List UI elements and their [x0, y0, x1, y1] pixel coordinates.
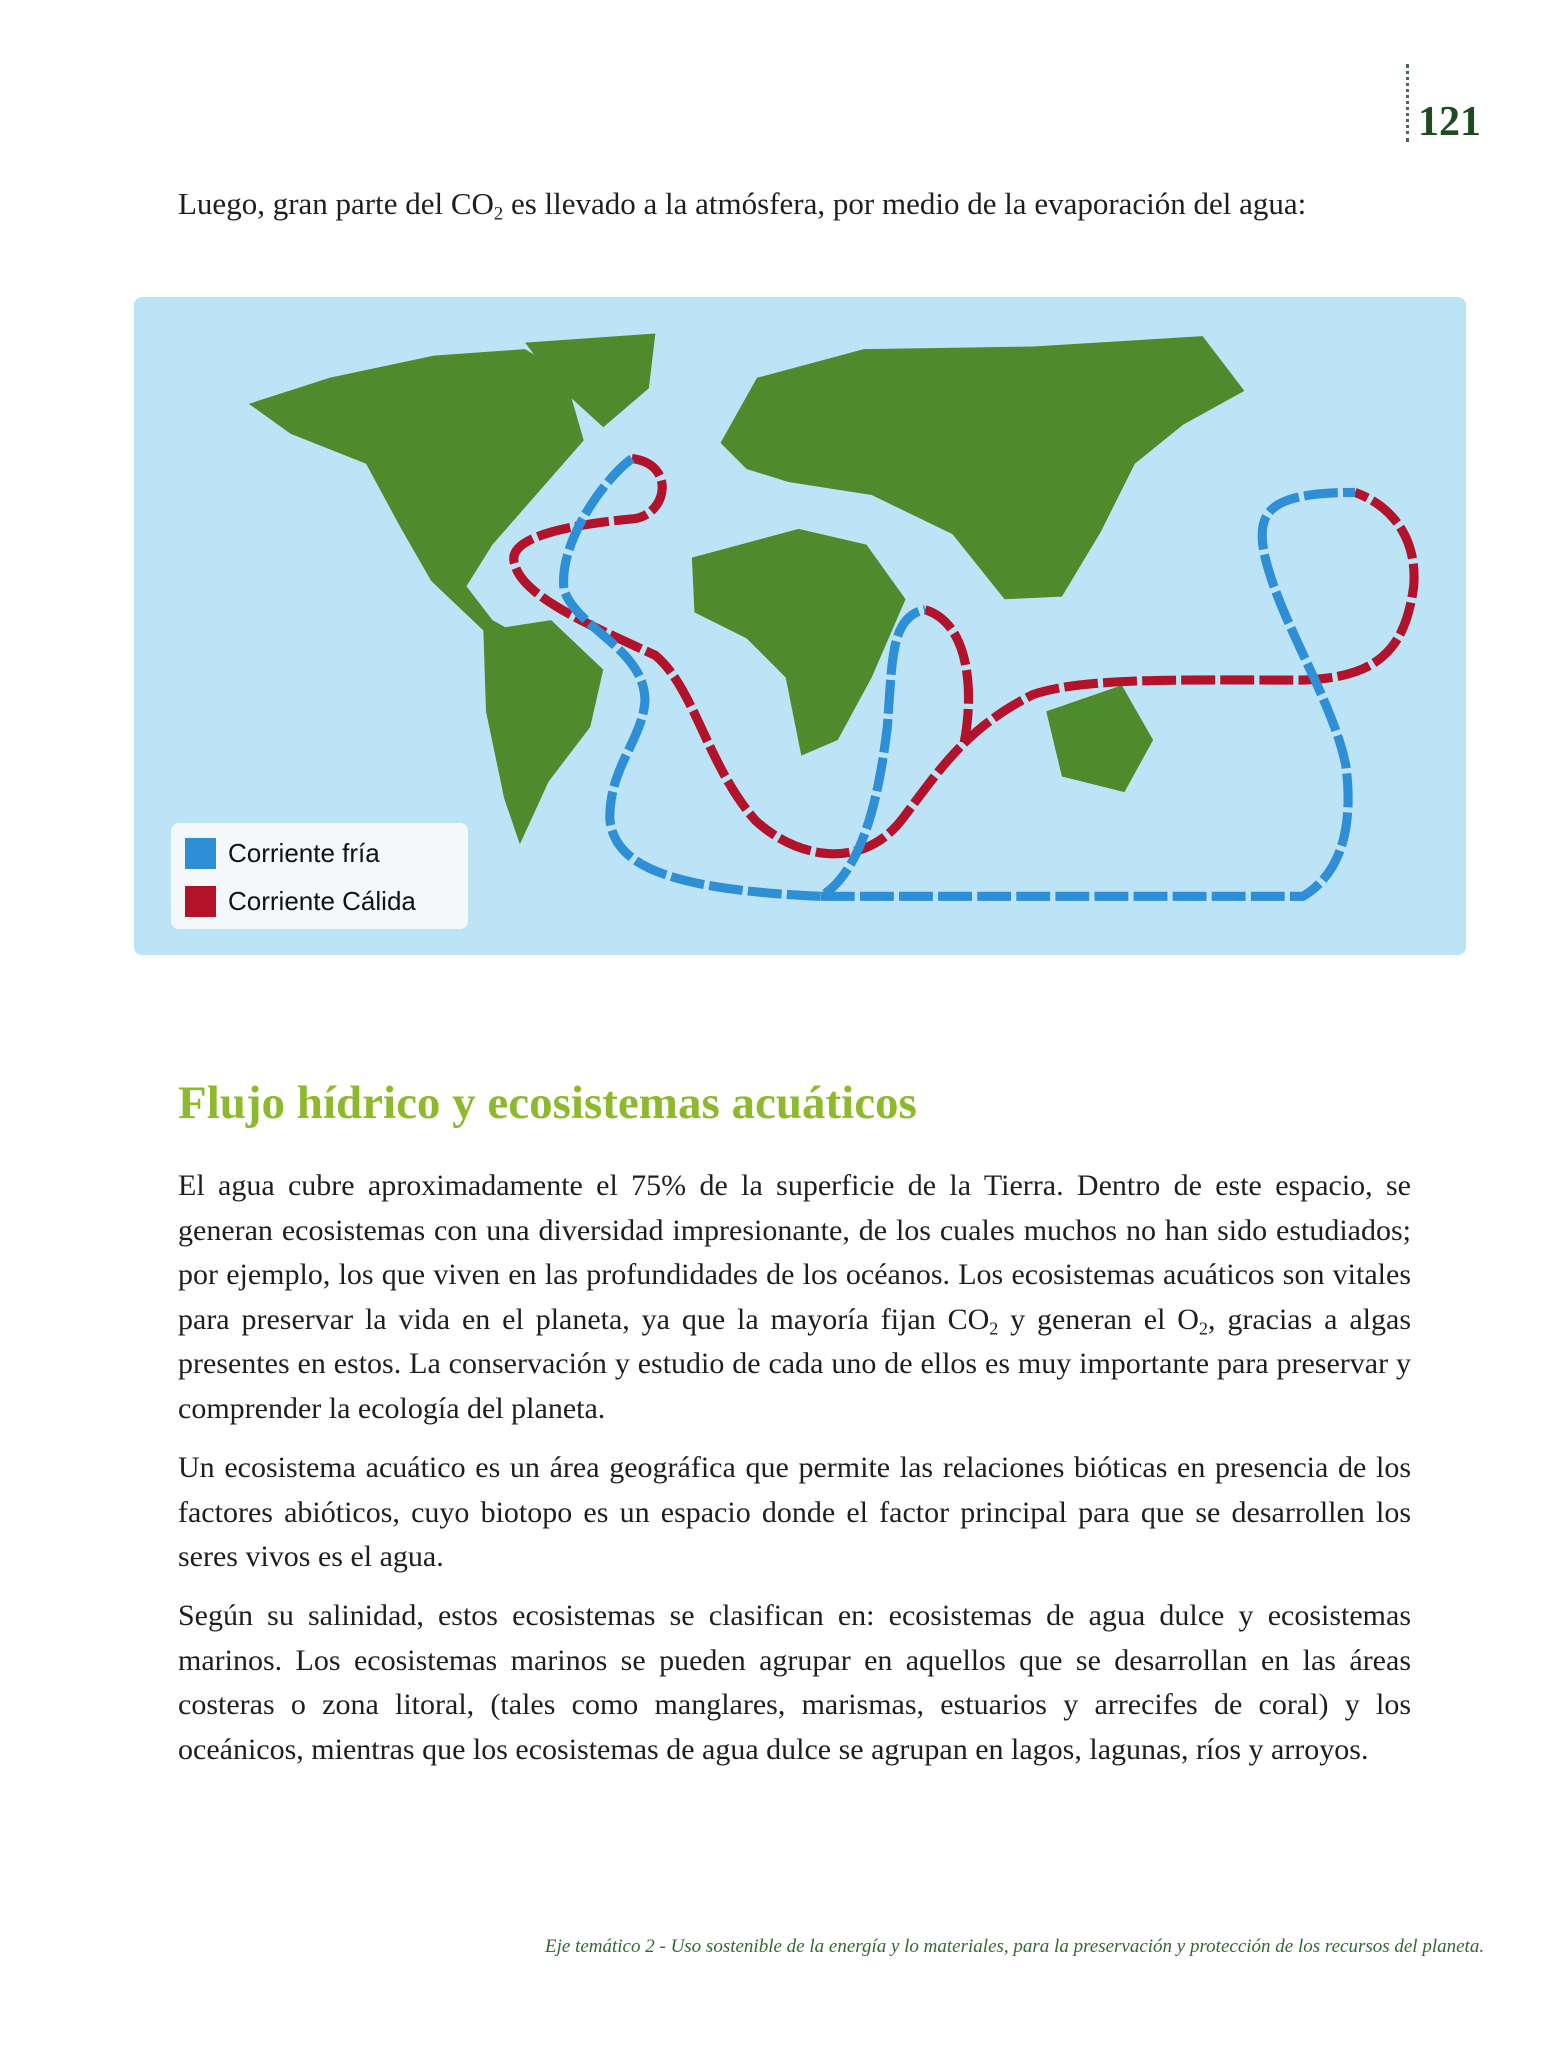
paragraph-1 — [178, 1164, 1411, 1431]
warm-swatch — [185, 886, 216, 917]
warm-current-branch — [925, 610, 968, 743]
page-number: 121 — [1418, 99, 1481, 145]
legend-label: Corriente fría — [228, 837, 380, 868]
paragraph-2: Un ecosistema acuático es un área geográfica que permite las relaciones bióticas en presencia de los factores abióticos, cuyo biotopo es un espacio donde el factor principal para que se desarrollen los seres vivos es el agua. — [178, 1451, 1411, 1573]
page-number-rule — [1406, 64, 1409, 142]
continents — [249, 333, 1244, 844]
map-legend — [171, 823, 468, 929]
africa — [692, 529, 906, 756]
legend-item-cold — [185, 833, 380, 873]
intro-text-part: es llevado a la atmósfera, por medio de la evaporación del agua: — [503, 186, 1307, 221]
text-part: , gracias a algas presentes en estos. La conservación y estudio de cada uno de ellos es muy importante para preservar y comprender la ecología del planeta. — [178, 1302, 1411, 1425]
subscript: 2 — [493, 203, 504, 225]
cold-swatch — [185, 838, 216, 869]
subscript: 2 — [989, 1317, 999, 1338]
legend-label: Corriente Cálida — [228, 885, 416, 916]
text-part: El agua cubre aproximadamente el 75% de la superficie de la Tierra. Dentro de este espacio, se generan ecosistemas con una diversidad impresionante, de los cuales muchos no han sido estudiados; por ejemplo, los que viven en las profundidades de los océanos. Los ecosistemas acuáticos son vitales para preservar la vida en el planeta, ya que la mayoría fijan CO — [178, 1169, 1411, 1336]
subscript: 2 — [1198, 1317, 1208, 1338]
footer-text: Eje temático 2 - Uso sostenible de la energía y lo materiales, para la preservación y protección de los recursos del planeta. — [545, 1936, 1485, 1957]
intro-text — [178, 186, 1307, 225]
ocean-currents-map — [134, 297, 1466, 955]
legend-item-warm — [185, 881, 416, 921]
australia — [1046, 685, 1153, 792]
paragraph-3: Según su salinidad, estos ecosistemas se clasifican en: ecosistemas de agua dulce y ecosistemas marinos. Los ecosistemas marinos se pueden agrupar en aquellos que se desarrollan en las áreas costeras o zona litoral, (tales como manglares, marismas, estuarios y arrecifes de coral) y los oceánicos, mientras que los ecosistemas de agua dulce se agrupan en lagos, lagunas, ríos y arroyos. — [178, 1599, 1411, 1766]
section-title: Flujo hídrico y ecosistemas acuáticos — [178, 1077, 917, 1129]
intro-text-part: Luego, gran parte del CO — [178, 186, 494, 221]
text-part: y generan el O — [998, 1302, 1199, 1336]
south-america — [483, 620, 603, 844]
